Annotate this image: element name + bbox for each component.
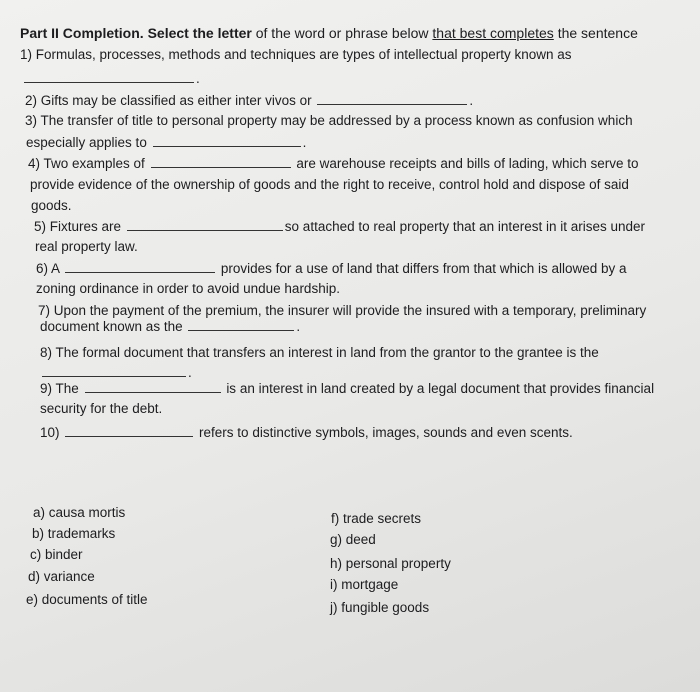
option-b: b) trademarks <box>32 526 116 541</box>
option-j: j) fungible goods <box>330 600 430 615</box>
question-4-line-1: 4) Two examples of are warehouse receipts and bills of lading, which serve to <box>28 156 639 171</box>
question-8-line-2: . <box>40 364 192 382</box>
instruction-underlined: that best completes <box>432 25 554 41</box>
question-8-line-1: 8) The formal document that transfers an interest in land from the grantor to the grantee is the <box>40 345 599 360</box>
question-2-line-1: 2) Gifts may be classified as either inter vivos or . <box>25 93 474 108</box>
answer-blank-2[interactable] <box>317 92 467 105</box>
option-h: h) personal property <box>330 556 451 571</box>
option-a: a) causa mortis <box>33 505 126 520</box>
answer-blank-3[interactable] <box>153 134 301 147</box>
option-f: f) trade secrets <box>331 511 422 526</box>
question-7-line-2: document known as the . <box>40 319 301 334</box>
question-3-line-1: 3) The transfer of title to personal property may be addressed by a process known as confusion which <box>25 113 633 128</box>
option-c: c) binder <box>30 547 83 562</box>
question-4-line-2: provide evidence of the ownership of goods and the right to receive, control hold and dispose of said <box>30 177 629 192</box>
question-5-line-1: 5) Fixtures are so attached to real property that an interest in it arises under <box>34 219 645 234</box>
option-e: e) documents of title <box>26 592 148 607</box>
question-1-line-2: . <box>22 70 200 88</box>
answer-blank-7[interactable] <box>188 318 294 331</box>
option-i: i) mortgage <box>330 577 399 592</box>
instruction-text-end: the sentence <box>557 25 638 41</box>
question-7-line-1: 7) Upon the payment of the premium, the insurer will provide the insured with a temporary, preliminary <box>38 303 647 318</box>
instructions-line <box>20 24 638 42</box>
answer-blank-4[interactable] <box>151 155 291 168</box>
answer-blank-6[interactable] <box>65 260 215 273</box>
answer-blank-5[interactable] <box>127 218 283 231</box>
answer-blank-8[interactable] <box>42 364 186 377</box>
question-6-line-2: zoning ordinance in order to avoid undue hardship. <box>36 281 340 296</box>
option-g: g) deed <box>330 532 376 547</box>
question-1-line-1: 1) Formulas, processes, methods and techniques are types of intellectual property known as <box>20 47 572 62</box>
instruction-text: of the word or phrase below <box>255 25 429 41</box>
answer-blank-10[interactable] <box>65 424 193 437</box>
question-6-line-1: 6) A provides for a use of land that differs from that which is allowed by a <box>36 261 627 276</box>
option-d: d) variance <box>28 569 95 584</box>
question-5-line-2: real property law. <box>35 239 138 254</box>
question-9-line-2: security for the debt. <box>40 401 163 416</box>
question-4-line-3: goods. <box>31 198 72 213</box>
answer-blank-1[interactable] <box>24 70 194 83</box>
instruction-bold: Select the letter <box>147 25 252 41</box>
part-label: Part II Completion. <box>20 25 144 41</box>
answer-blank-9[interactable] <box>85 380 221 393</box>
question-3-line-2: especially applies to . <box>26 135 307 150</box>
question-9-line-1: 9) The is an interest in land created by a legal document that provides financial <box>40 381 655 396</box>
question-10-line-1: 10) refers to distinctive symbols, images, sounds and even scents. <box>40 425 573 440</box>
